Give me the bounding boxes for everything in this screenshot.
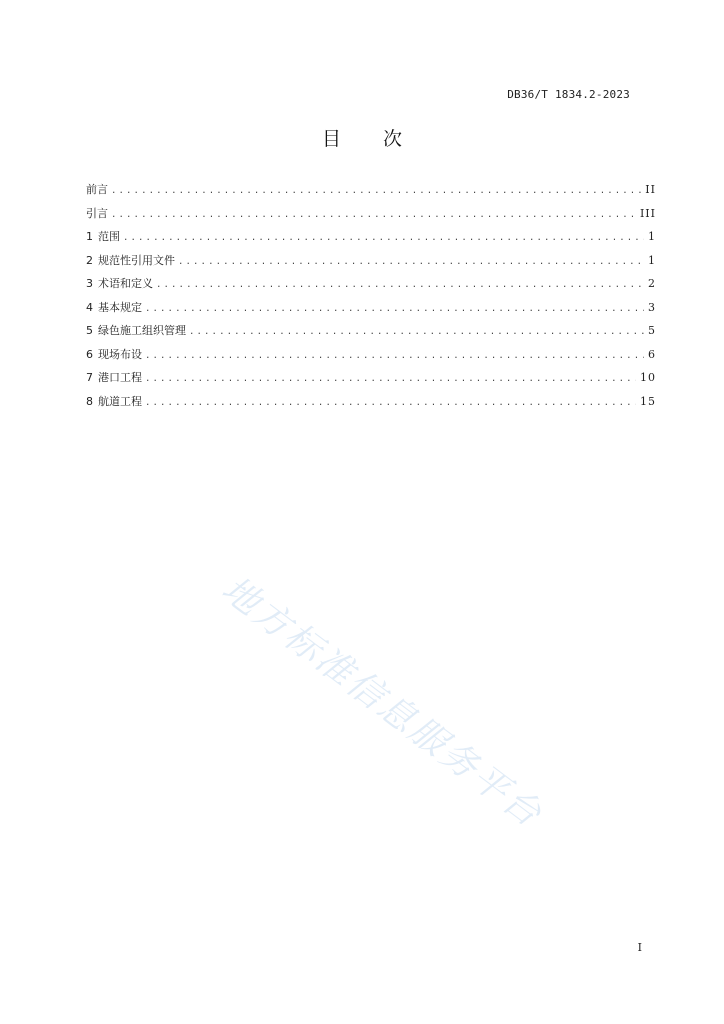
toc-dot-leader [178, 255, 644, 269]
toc-entry-label: 术语和定义 [98, 277, 153, 290]
toc-entry-label: 港口工程 [98, 371, 142, 384]
toc-list [86, 183, 656, 418]
toc-dot-leader [111, 208, 636, 222]
toc-entry-page: II [645, 183, 656, 196]
toc-dot-leader [189, 325, 644, 339]
toc-dot-leader [123, 231, 644, 245]
toc-dot-leader [145, 349, 644, 363]
toc-entry-normative-references[interactable] [86, 254, 656, 278]
toc-entry-label: 航道工程 [98, 394, 142, 408]
page-number: I [637, 941, 642, 954]
toc-entry-page: 10 [640, 371, 656, 384]
toc-entry-label: 规范性引用文件 [98, 253, 175, 267]
toc-dot-leader [111, 184, 641, 198]
toc-entry-number: 2 [86, 253, 93, 267]
toc-dot-leader [145, 396, 636, 410]
toc-entry-page: 5 [648, 324, 656, 337]
toc-entry-page: 1 [648, 230, 656, 243]
toc-dot-leader [145, 372, 636, 386]
toc-entry-number: 6 [86, 347, 93, 361]
toc-entry-terms-definitions[interactable] [86, 277, 656, 301]
document-code: DB36/T 1834.2-2023 [507, 88, 630, 101]
toc-entry-port-engineering[interactable] [86, 371, 656, 395]
toc-entry-basic-provisions[interactable] [86, 301, 656, 325]
toc-entry-site-layout[interactable] [86, 348, 656, 372]
toc-entry-label: 前言 [86, 183, 108, 196]
toc-entry-label: 基本规定 [98, 300, 142, 314]
toc-entry-number: 8 [86, 394, 93, 408]
toc-entry-label: 引言 [86, 206, 108, 220]
toc-entry-waterway-engineering[interactable] [86, 395, 656, 419]
toc-entry-green-construction-management[interactable] [86, 324, 656, 348]
toc-entry-number: 1 [86, 230, 93, 243]
toc-entry-page: 3 [648, 300, 656, 314]
toc-entry-number: 4 [86, 300, 93, 314]
toc-entry-number: 5 [86, 324, 93, 337]
toc-entry-page: III [639, 206, 656, 220]
toc-entry-label: 范围 [98, 230, 120, 243]
toc-title: 目 次 [321, 128, 421, 150]
toc-dot-leader [156, 278, 644, 292]
toc-entry-number: 7 [86, 371, 93, 384]
toc-entry-page: 15 [640, 394, 656, 408]
toc-entry-foreword[interactable] [86, 183, 656, 207]
toc-entry-page: 1 [648, 253, 656, 267]
toc-entry-introduction[interactable] [86, 207, 656, 231]
toc-entry-page: 2 [648, 277, 656, 290]
toc-entry-scope[interactable] [86, 230, 656, 254]
toc-dot-leader [145, 302, 644, 316]
toc-entry-page: 6 [648, 347, 656, 361]
toc-entry-label: 现场布设 [98, 347, 142, 361]
toc-entry-label: 绿色施工组织管理 [98, 324, 186, 337]
toc-entry-number: 3 [86, 277, 93, 290]
watermark-text: 地方标准信息服务平台 [214, 568, 551, 837]
